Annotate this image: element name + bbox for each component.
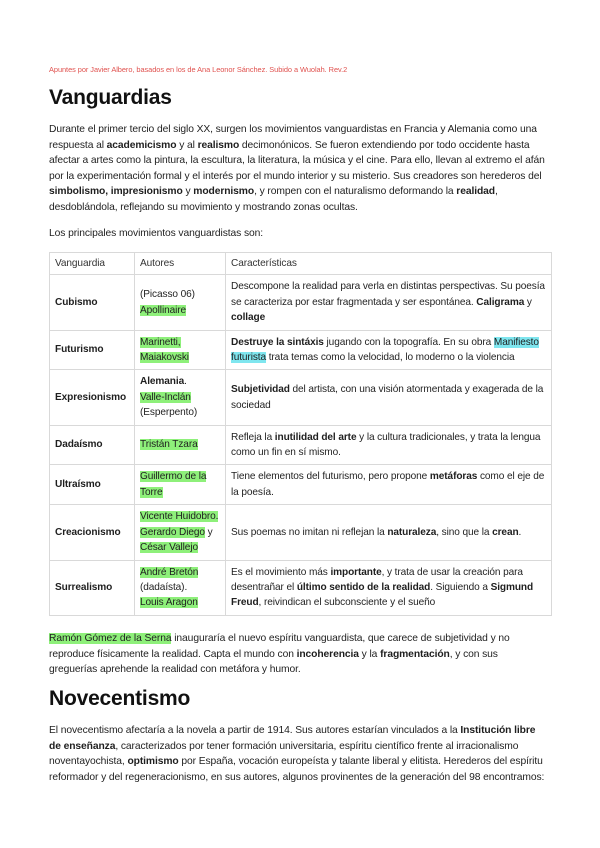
features-cell <box>226 425 552 465</box>
features-cell <box>226 465 552 505</box>
table-row <box>50 275 552 330</box>
highlighted-author: Gerardo Diego <box>140 526 205 538</box>
bold-text: Destruye la sintáxis <box>231 336 324 348</box>
text-run: Refleja la <box>231 431 275 443</box>
author-entry <box>140 350 220 365</box>
table-header-row <box>50 253 552 275</box>
section-title-vanguardias: Vanguardias <box>49 86 172 109</box>
text-run: . Siguiendo a <box>430 581 491 593</box>
text-run: como el eje de la poesía. <box>231 471 545 498</box>
bold-text: incoherencia <box>296 648 359 660</box>
text-run: , sino que la <box>436 526 493 538</box>
bold-text: metáforas <box>429 471 478 483</box>
author-entry <box>140 390 220 405</box>
text-run: del artista, con una visión atormentada y exagerada de la sociedad <box>231 384 544 411</box>
author-name: (Esperpento) <box>140 407 198 419</box>
author-name: (Picasso 06) <box>140 289 195 301</box>
bold-text: modernismo <box>193 186 255 198</box>
text-run: . <box>518 526 522 538</box>
bold-text: importante <box>330 566 382 578</box>
text-run: Sus poemas no imitan ni reflejan la <box>231 526 388 538</box>
section-title-novecentismo: Novecentismo <box>49 687 191 710</box>
author-suffix: . <box>184 376 187 388</box>
table-body <box>50 275 552 615</box>
text-run: jugando con la topografía. En su obra <box>323 336 494 348</box>
bold-text: simbolismo, impresionismo <box>49 186 183 198</box>
text-run: Durante el primer tercio del siglo XX, surgen los movimientos vanguardistas en Francia y Alemania como una respuesta al <box>49 124 537 151</box>
text-run: , caracterizados por tener formación universitaria, espíritu científico frente al irracionalismo noventayochista, <box>49 740 519 768</box>
highlighted-author: Apollinaire <box>140 304 187 316</box>
text-run: , y rompen con el naturalismo deformando la <box>254 186 457 198</box>
author-entry <box>140 540 220 555</box>
bold-text: realismo <box>197 139 240 151</box>
highlighted-author: Vicente Huidobro. <box>140 511 219 523</box>
author-entry <box>140 595 220 610</box>
table-row <box>50 505 552 560</box>
author-entry <box>140 374 220 389</box>
text-run: y la <box>358 648 381 660</box>
authors-cell <box>135 425 226 465</box>
bold-text: optimismo <box>127 756 179 768</box>
table-row <box>50 465 552 505</box>
features-cell <box>226 275 552 330</box>
text-run: decimonónicos. Se fueron extendiendo por todo occidente hasta afectar a artes como la pintura, la escultura, la literatura, la música y el cine. Para ello, llevan al extremo el afán por la experimentación formal y el interés por el mundo interior y su misterio. Sus creadores son herederos del <box>49 139 545 182</box>
text-run: y la cultura tradicionales, y trata la lengua como un fin en sí mismo. <box>231 431 541 459</box>
author-suffix: y <box>204 526 213 538</box>
table-row <box>50 370 552 425</box>
authors-cell <box>135 505 226 560</box>
author-entry <box>140 405 220 420</box>
author-entry <box>140 437 220 452</box>
text-run: , reivindican el subconsciente y el sueño <box>258 597 436 609</box>
highlighted-author: Marinetti, <box>140 336 181 348</box>
text-run: , y trata de usar la creación para desentrañar el <box>231 566 523 593</box>
authors-cell <box>135 560 226 615</box>
intro-list-lead: Los principales movimientos vanguardistas son: <box>49 228 264 239</box>
features-cell <box>226 370 552 425</box>
bold-text: Caligrama <box>476 296 525 308</box>
vanguardias-table <box>49 252 552 616</box>
header-caracteristicas: Características <box>226 253 552 275</box>
header-vanguardia: Vanguardia <box>50 253 135 275</box>
text-run: y <box>182 186 194 198</box>
highlighted-author: Maiakovski <box>140 352 189 364</box>
features-cell <box>226 330 552 370</box>
table-row <box>50 560 552 615</box>
credit-line: Apuntes por Javier Albero, basados en los de Ana Leonor Sánchez. Subido a Wuolah. Rev.2 <box>49 65 348 74</box>
highlighted-author: Louis Aragon <box>140 597 198 609</box>
bold-text: collage <box>231 312 266 324</box>
bold-text: fragmentación <box>380 648 450 660</box>
header-autores: Autores <box>135 253 226 275</box>
authors-cell <box>135 465 226 505</box>
bold-text: crean <box>492 526 519 538</box>
bold-text: Sigmund Freud <box>231 581 534 609</box>
bold-text: naturaleza <box>387 526 437 538</box>
text-run: , desdoblándola, reflejando su movimiento y mostrando zonas ocultas. <box>49 186 498 213</box>
authors-cell <box>135 275 226 330</box>
authors-cell <box>135 330 226 370</box>
author-entry <box>140 565 220 580</box>
text-run: Descompone la realidad para verla en distintas perspectivas. Su poesía se caracteriza por estar fragmentada y ser espontánea. <box>231 281 545 308</box>
movement-cell: Futurismo <box>50 330 135 370</box>
author-name: (dadaísta). <box>140 581 188 593</box>
intro-paragraph <box>49 122 547 216</box>
table-row <box>50 330 552 370</box>
bold-text: último sentido de la realidad <box>296 581 431 593</box>
movement-cell: Expresionismo <box>50 370 135 425</box>
highlighted-author: Tristán Tzara <box>140 439 198 451</box>
gomez-serna-paragraph <box>49 631 547 678</box>
highlighted-author: César Vallejo <box>140 542 198 554</box>
movement-cell: Surrealismo <box>50 560 135 615</box>
author-entry <box>140 580 220 595</box>
movement-cell: Cubismo <box>50 275 135 330</box>
movement-cell: Ultraísmo <box>50 465 135 505</box>
features-cell <box>226 560 552 615</box>
bold-text: realidad <box>456 186 495 198</box>
novecentismo-paragraph <box>49 723 547 785</box>
author-entry <box>140 509 220 524</box>
author-name: Alemania <box>140 376 185 388</box>
text-run: inauguraría el nuevo espíritu vanguardista, que carece de subjetividad y no reproduce físicamente la realidad. Capta el mundo con <box>49 633 510 660</box>
bold-text: inutilidad del arte <box>274 431 357 443</box>
author-entry <box>140 469 220 500</box>
highlighted-author: Valle-Inclán <box>140 391 191 403</box>
movement-cell: Creacionismo <box>50 505 135 560</box>
text-run: por España, vocación europeísta y talante liberal y elitista. Herederos del espíritu reformador y del regeneracionismo, en sus autores, algunos provinentes de la generación del 98 encontramos: <box>49 756 545 783</box>
highlighted-text: Ramón Gómez de la Serna <box>49 633 172 644</box>
text-run: , y con sus greguerías aprehende la realidad con metáfora y humor. <box>49 648 498 676</box>
bold-text: academicismo <box>106 139 177 151</box>
highlighted-author: André Bretón <box>140 566 199 578</box>
authors-cell <box>135 370 226 425</box>
text-run: trata temas como la velocidad, lo moderno o la violencia <box>266 352 515 364</box>
bold-text: Institución libre de enseñanza <box>49 725 536 752</box>
author-entry <box>140 525 220 540</box>
text-run: Es el movimiento más <box>231 566 331 578</box>
author-entry <box>140 335 220 350</box>
text-run: El novecentismo afectaría a la novela a partir de 1914. Sus autores estarían vinculados a la <box>49 725 461 736</box>
highlighted-author: Guillermo de la Torre <box>140 471 207 498</box>
features-cell <box>226 505 552 560</box>
author-entry <box>140 287 220 302</box>
text-run: y al <box>176 139 198 151</box>
text-run: y <box>524 296 532 308</box>
movement-cell: Dadaísmo <box>50 425 135 465</box>
table-row <box>50 425 552 465</box>
highlighted-title: Manifiesto futurista <box>231 336 539 364</box>
bold-text: Subjetividad <box>231 384 290 396</box>
author-entry <box>140 303 220 318</box>
text-run: Tiene elementos del futurismo, pero propone <box>231 471 430 483</box>
